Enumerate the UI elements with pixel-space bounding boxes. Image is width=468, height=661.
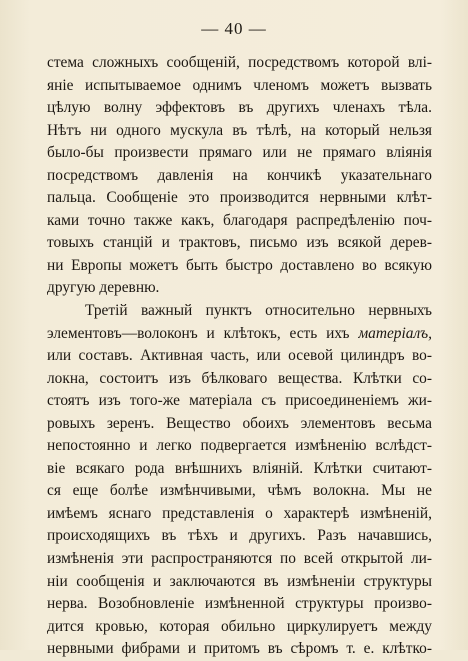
text-line-9: товыхъ станцій и трактовъ, письмо изъ всякой дерев- (47, 234, 432, 252)
text-line-13 (47, 323, 432, 346)
text-line-16: стоятъ изъ того-же матеріала съ присоединеніемъ жи- (47, 392, 432, 410)
text-line-17: ровыхъ зеренъ. Вещество обоихъ элементовъ весьма (47, 414, 432, 432)
text-line-7: пальца. Сообщеніе это производится нервными клѣт- (47, 189, 432, 207)
text-line-2: яніе испытываемое однимъ членомъ можетъ вызвать (47, 76, 432, 94)
text-line-14: или составъ. Активная часть, или осевой цилиндръ во- (47, 347, 432, 365)
text-line-23: измѣненія эти распространяются по всей открытой ли- (47, 550, 432, 568)
text-line-3: цѣлую волну эффектовъ въ другихъ членахъ тѣла. (47, 99, 432, 117)
text-line-26: дится кровью, которая обильно циркулируетъ между (47, 617, 432, 635)
text-line-25: нерва. Возобновленіе измѣненной структуры произво- (47, 595, 432, 613)
text-line-21: имѣемъ яснаго представленія о характерѣ измѣненій, (47, 504, 432, 522)
text-line-4: Нѣтъ ни одного мускула въ тѣлѣ, на который нельзя (47, 121, 432, 139)
page-number: — 40 — (201, 19, 267, 38)
text-line-5: было-бы произвести прямаго или не прямаго вліянія (47, 144, 432, 162)
text-line-8: ками точно также какъ, благодаря распредѣленію поч- (47, 211, 432, 229)
text-line-20: ся еще болѣе измѣнчивыми, чѣмъ волокна. Мы не (47, 482, 432, 500)
text-line-1: стема сложныхъ сообщеній, посредствомъ которой влі- (47, 54, 432, 71)
text-line-24: ніи сообщенія и заключаются въ измѣненіи структуры (47, 572, 432, 590)
text-line-27: нервными фибрами и притомъ въ сѣромъ т. е. клѣтко- (47, 640, 432, 658)
text-line-15: локна, состоитъ изъ бѣлковаго вещества. Клѣтки со- (47, 369, 432, 387)
text-line-22: происходящихъ въ тѣхъ и другихъ. Разъ начавшись, (47, 527, 432, 545)
text-line-12: Третій важный пунктъ относительно нервныхъ (85, 302, 432, 320)
text-line-11: другую деревню. (47, 279, 160, 297)
text-line-19: віе всякаго рода внѣшнихъ вліяній. Клѣтки считают- (47, 459, 432, 477)
text-line-13-main: элементовъ—волоконъ и клѣтокъ, есть ихъ (47, 324, 359, 342)
body-text (47, 52, 432, 661)
text-line-10: ни Европы можетъ быть быстро доставлено во всякую (47, 256, 432, 274)
text-line-18: непостоянно и легко подвергается измѣненію вслѣдст- (47, 437, 432, 455)
italic-term: матеріалъ, (358, 324, 432, 342)
text-line-6: посредствомъ давленія на кончикѣ указательнаго (47, 166, 432, 184)
